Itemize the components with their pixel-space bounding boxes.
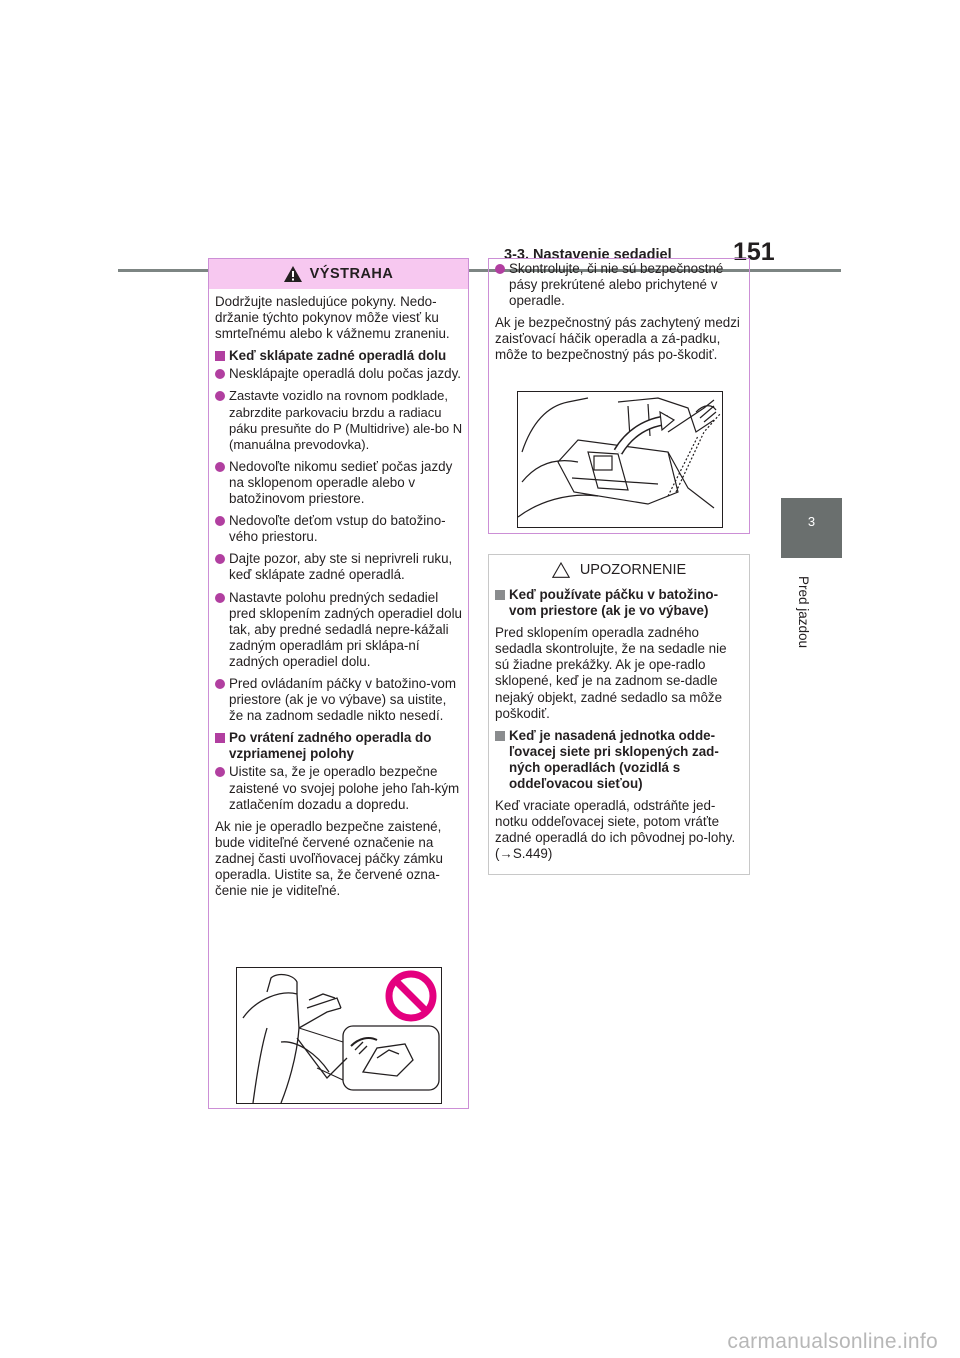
list-item: Nastavte polohu predných sedadiel pred sklopením zadných operadiel dolu tak, aby predné sedadlá nepre-kážali zadným operadlám pri sklápa-ní zadných operadiel dolu. bbox=[229, 589, 462, 669]
round-bullet-icon bbox=[215, 391, 225, 401]
page-number: 151 bbox=[733, 238, 775, 266]
chapter-tab bbox=[781, 498, 842, 558]
notice-header bbox=[489, 555, 749, 585]
round-bullet-icon bbox=[215, 369, 225, 379]
warning-header bbox=[209, 259, 468, 289]
notice-box bbox=[488, 554, 750, 875]
notice-title: UPOZORNENIE bbox=[579, 562, 687, 578]
list-item: Nesklápajte operadlá dolu počas jazdy. bbox=[229, 366, 462, 382]
chapter-title: Pred jazdou bbox=[796, 576, 811, 649]
round-bullet-icon bbox=[215, 679, 225, 689]
round-bullet-icon bbox=[215, 593, 225, 603]
square-bullet-icon bbox=[215, 733, 225, 743]
notice-section2-paragraph: Keď vraciate operadlá, odstráňte jed-notku oddeľovacej siete, potom vráťte zadné operadlá do ich pôvodnej po-lohy. (→S.449) bbox=[495, 798, 736, 862]
warning-title: VÝSTRAHA bbox=[309, 266, 394, 282]
warning-cont-paragraph: Ak je bezpečnostný pás zachytený medzi zaisťovací háčik operadla a zá-padku, môže to bezpečnostný pás po-škodiť. bbox=[495, 315, 740, 363]
round-bullet-icon bbox=[495, 264, 505, 274]
square-bullet-icon bbox=[495, 590, 505, 600]
notice-section1-paragraph: Pred sklopením operadla zadného sedadla skontrolujte, že na sedadle nie sú žiadne prekážky. Ak je ope-radlo sklopené, keď je na zadnom se-dadle nejaký objekt, zadné sedadlo sa môže poškodiť. bbox=[495, 625, 727, 721]
notice-section2-title: Keď je nasadená jednotka odde-ľovacej siete pri sklopených zad-ných operadlách (vozidlá s oddeľovacou sieťou) bbox=[509, 727, 719, 792]
round-bullet-icon bbox=[215, 516, 225, 526]
warning-section1-title: Keď sklápate zadné operadlá dolu bbox=[229, 348, 447, 364]
list-item: Dajte pozor, aby ste si neprivreli ruku, keď sklápate zadné operadlá. bbox=[229, 551, 453, 583]
warning-intro: Dodržujte nasledujúce pokyny. Nedo-držanie týchto pokynov môže viesť ku smrteľnému alebo k vážnemu zraneniu. bbox=[215, 294, 450, 342]
seat-lever-illustration bbox=[236, 967, 442, 1104]
warning-section2-paragraph: Ak nie je operadlo bezpečne zaistené, bude viditeľné červené označenie na zadnej časti uvoľňovacej páčky zámku operadla. Uistite sa, že červené ozna-čenie nie je viditeľné. bbox=[215, 818, 443, 899]
round-bullet-icon bbox=[215, 554, 225, 564]
caution-triangle-icon bbox=[552, 562, 570, 578]
seatbelt-latch-illustration bbox=[517, 391, 723, 528]
square-bullet-icon bbox=[215, 351, 225, 361]
seat-lever-drawing bbox=[237, 968, 441, 1103]
warning-triangle-icon bbox=[284, 266, 302, 282]
list-item: Pred ovládaním páčky v batožino-vom priestore (ak je vo výbave) sa uistite, že na zadnom sedadle nikto nesedí. bbox=[229, 675, 457, 724]
prohibited-icon bbox=[389, 974, 433, 1018]
notice-section1-title: Keď používate páčku v batožino-vom priestore (ak je vo výbave) bbox=[509, 587, 719, 619]
round-bullet-icon bbox=[215, 462, 225, 472]
list-item: Nedovoľte deťom vstup do batožino-vého priestoru. bbox=[229, 513, 446, 545]
chapter-number: 3 bbox=[807, 514, 816, 529]
list-item: Nedovoľte nikomu sedieť počas jazdy na sklopenom operadle alebo v batožinovom priestore. bbox=[229, 458, 453, 507]
list-item: Uistite sa, že je operadlo bezpečne zaistené vo svojej polohe jeho ľah-kým zatlačením dozadu a dopredu. bbox=[229, 764, 460, 812]
list-item: Skontrolujte, či nie sú bezpečnostné pásy prekrútené alebo prichytené v operadle. bbox=[509, 261, 724, 309]
square-bullet-icon bbox=[495, 731, 505, 741]
watermark: carmanualsonline.info bbox=[727, 1330, 938, 1353]
round-bullet-icon bbox=[215, 767, 225, 777]
seatbelt-latch-drawing bbox=[518, 392, 722, 527]
section-title: 3-3. Nastavenie sedadiel bbox=[504, 247, 672, 263]
list-item: Zastavte vozidlo na rovnom podklade, zabrzdite parkovaciu brzdu a radiacu páku presuňte do P (Multidrive) ale-bo N (manuálna prevodovka). bbox=[229, 388, 463, 452]
warning-section2-title: Po vrátení zadného operadla do vzpriamenej polohy bbox=[229, 730, 432, 762]
